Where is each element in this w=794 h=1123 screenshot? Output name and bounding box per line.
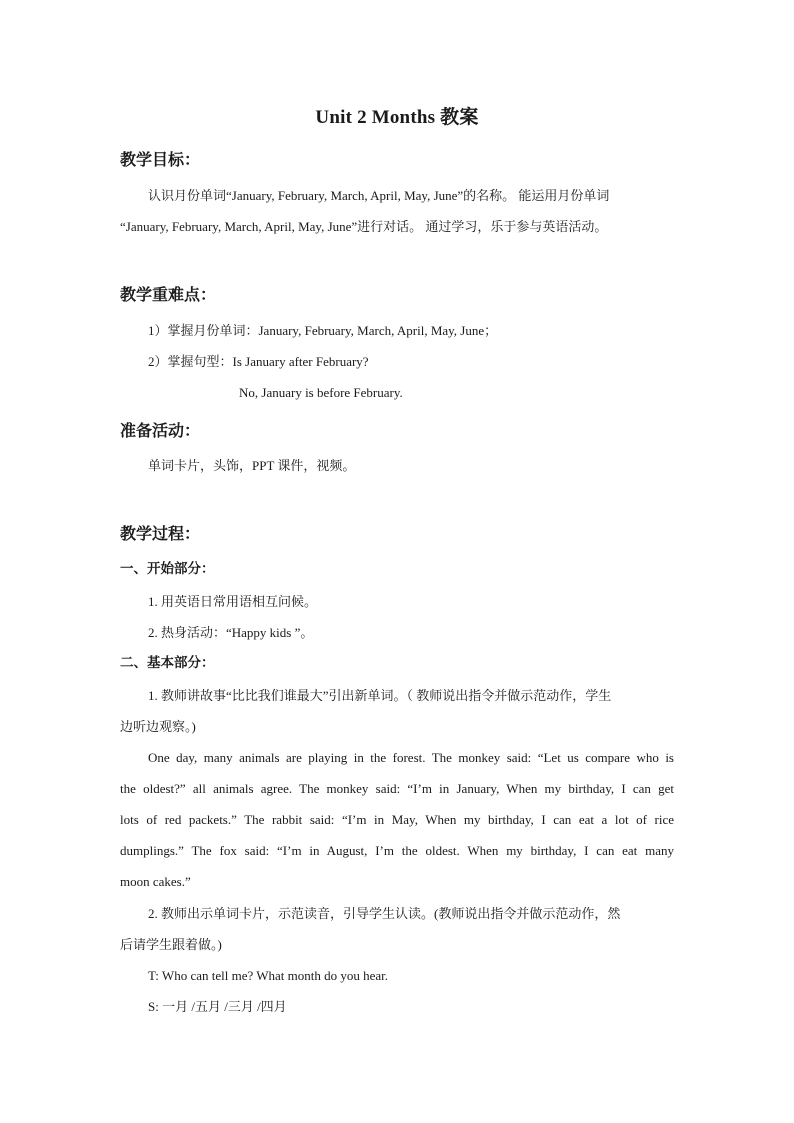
part1-step-1: 1. 用英语日常用语相互问候。 (148, 594, 318, 609)
story-line-1: One day, many animals are playing in the forest. The monkey said: “Let us compare who is (148, 750, 674, 765)
key-point-2-answer: No, January is before February. (239, 385, 403, 400)
part2-step-1-cont: 边听边观察。) (120, 719, 196, 734)
part2-step-2-cont: 后请学生跟着做。) (120, 937, 222, 952)
key-point-1: 1）掌握月份单词：January, February, March, April, May, June； (148, 323, 498, 338)
story-line-4: dumplings.” The fox said: “I’m in August, I’m the oldest. When my birthday, I can eat many (120, 843, 674, 858)
objectives-line-1: 认识月份单词“January, February, March, April, May, June”的名称。 能运用月份单词 (148, 188, 610, 203)
part1-heading: 一、开始部分： (120, 561, 215, 577)
key-points-heading: 教学重难点： (120, 285, 217, 304)
process-heading: 教学过程： (120, 524, 201, 543)
part2-step-1: 1. 教师讲故事“比比我们谁最大”引出新单词。（ 教师说出指令并做示范动作，学生 (148, 688, 612, 703)
part1-step-2: 2. 热身活动：“Happy kids ”。 (148, 625, 314, 640)
preparation-heading: 准备活动： (120, 421, 201, 440)
student-answer: S: 一月 /五月 /三月 /四月 (148, 999, 287, 1014)
key-point-2: 2）掌握句型：Is January after February? (148, 354, 369, 369)
objectives-heading: 教学目标： (120, 150, 201, 169)
story-line-5: moon cakes.” (120, 874, 191, 889)
teacher-question: T: Who can tell me? What month do you hear. (148, 968, 389, 983)
document-title: Unit 2 Months 教案 (315, 107, 479, 128)
preparation-line: 单词卡片，头饰，PPT 课件，视频。 (148, 458, 356, 473)
part2-step-2: 2. 教师出示单词卡片，示范读音，引导学生认读。(教师说出指令并做示范动作，然 (148, 906, 621, 921)
part2-heading: 二、基本部分： (120, 655, 215, 671)
story-line-3: lots of red packets.” The rabbit said: “I’m in May, When my birthday, I can eat a lot of rice (120, 812, 674, 827)
story-line-2: the oldest?” all animals agree. The monkey said: “I’m in January, When my birthday, I can get (120, 781, 674, 796)
objectives-line-2: “January, February, March, April, May, June”进行对话。 通过学习，乐于参与英语活动。 (120, 219, 608, 234)
